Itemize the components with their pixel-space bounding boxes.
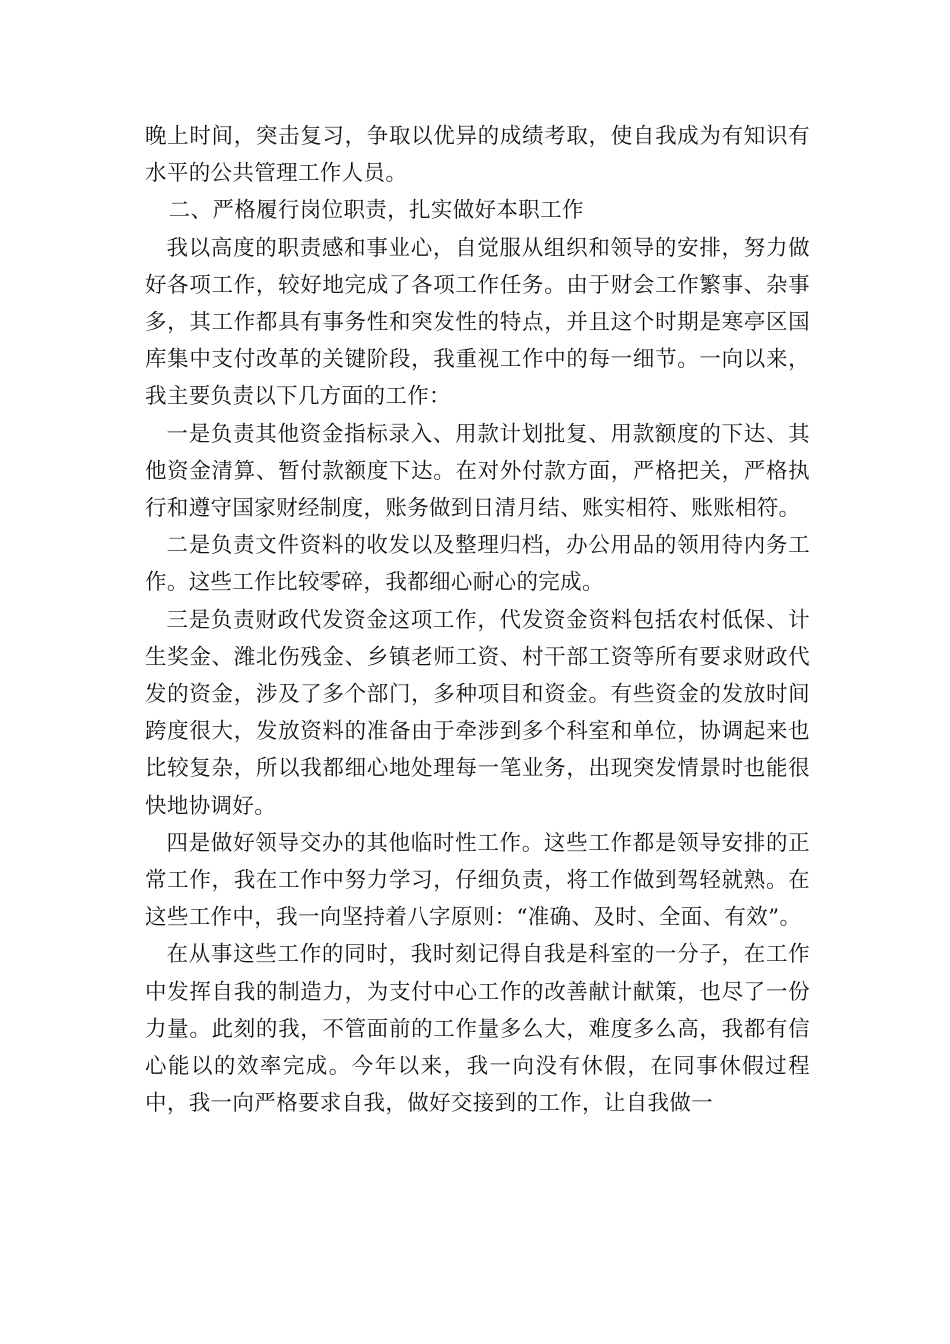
paragraph-duty-four: 四是做好领导交办的其他临时性工作。这些工作都是领导安排的正常工作，我在工作中努力学习，仔细负责，将工作做到驾轻就熟。在这些工作中，我一向坚持着八字原则：“准确、及时、全面、有效”。 bbox=[145, 830, 810, 931]
paragraph-duty-two: 二是负责文件资料的收发以及整理归档，办公用品的领用待内务工作。这些工作比较零碎，我都细心耐心的完成。 bbox=[145, 533, 810, 596]
section-heading: 二、严格履行岗位职责，扎实做好本职工作 bbox=[168, 198, 584, 224]
paragraph-continuation: 晚上时间，突击复习，争取以优异的成绩考取，使自我成为有知识有水平的公共管理工作人员。 bbox=[145, 124, 810, 187]
paragraph-duty-one: 一是负责其他资金指标录入、用款计划批复、用款额度的下达、其他资金清算、暂付款额度下达。在对外付款方面，严格把关，严格执行和遵守国家财经制度，账务做到日清月结、账实相符、账账相符。 bbox=[145, 421, 810, 522]
document-body bbox=[145, 118, 810, 1122]
paragraph-duty-three: 三是负责财政代发资金这项工作，代发资金资料包括农村低保、计生奖金、潍北伤残金、乡镇老师工资、村干部工资等所有要求财政代发的资金，涉及了多个部门，多种项目和资金。有些资金的发放时间跨度很大，发放资料的准备由于牵涉到多个科室和单位，协调起来也比较复杂，所以我都细心地处理每一笔业务，出现突发情景时也能很快地协调好。 bbox=[145, 607, 810, 819]
paragraph-duties-intro: 我以高度的职责感和事业心，自觉服从组织和领导的安排，努力做好各项工作，较好地完成了各项工作任务。由于财会工作繁事、杂事多，其工作都具有事务性和突发性的特点，并且这个时期是寒亭区国库集中支付改革的关键阶段，我重视工作中的每一细节。一向以来，我主要负责以下几方面的工作： bbox=[145, 235, 810, 410]
paragraph-team-contribution: 在从事这些工作的同时，我时刻记得自我是科室的一分子，在工作中发挥自我的制造力，为支付中心工作的改善献计献策，也尽了一份力量。此刻的我，不管面前的工作量多么大，难度多么高，我都有信心能以的效率完成。今年以来，我一向没有休假，在同事休假过程中，我一向严格要求自我，做好交接到的工作，让自我做一 bbox=[145, 942, 810, 1117]
